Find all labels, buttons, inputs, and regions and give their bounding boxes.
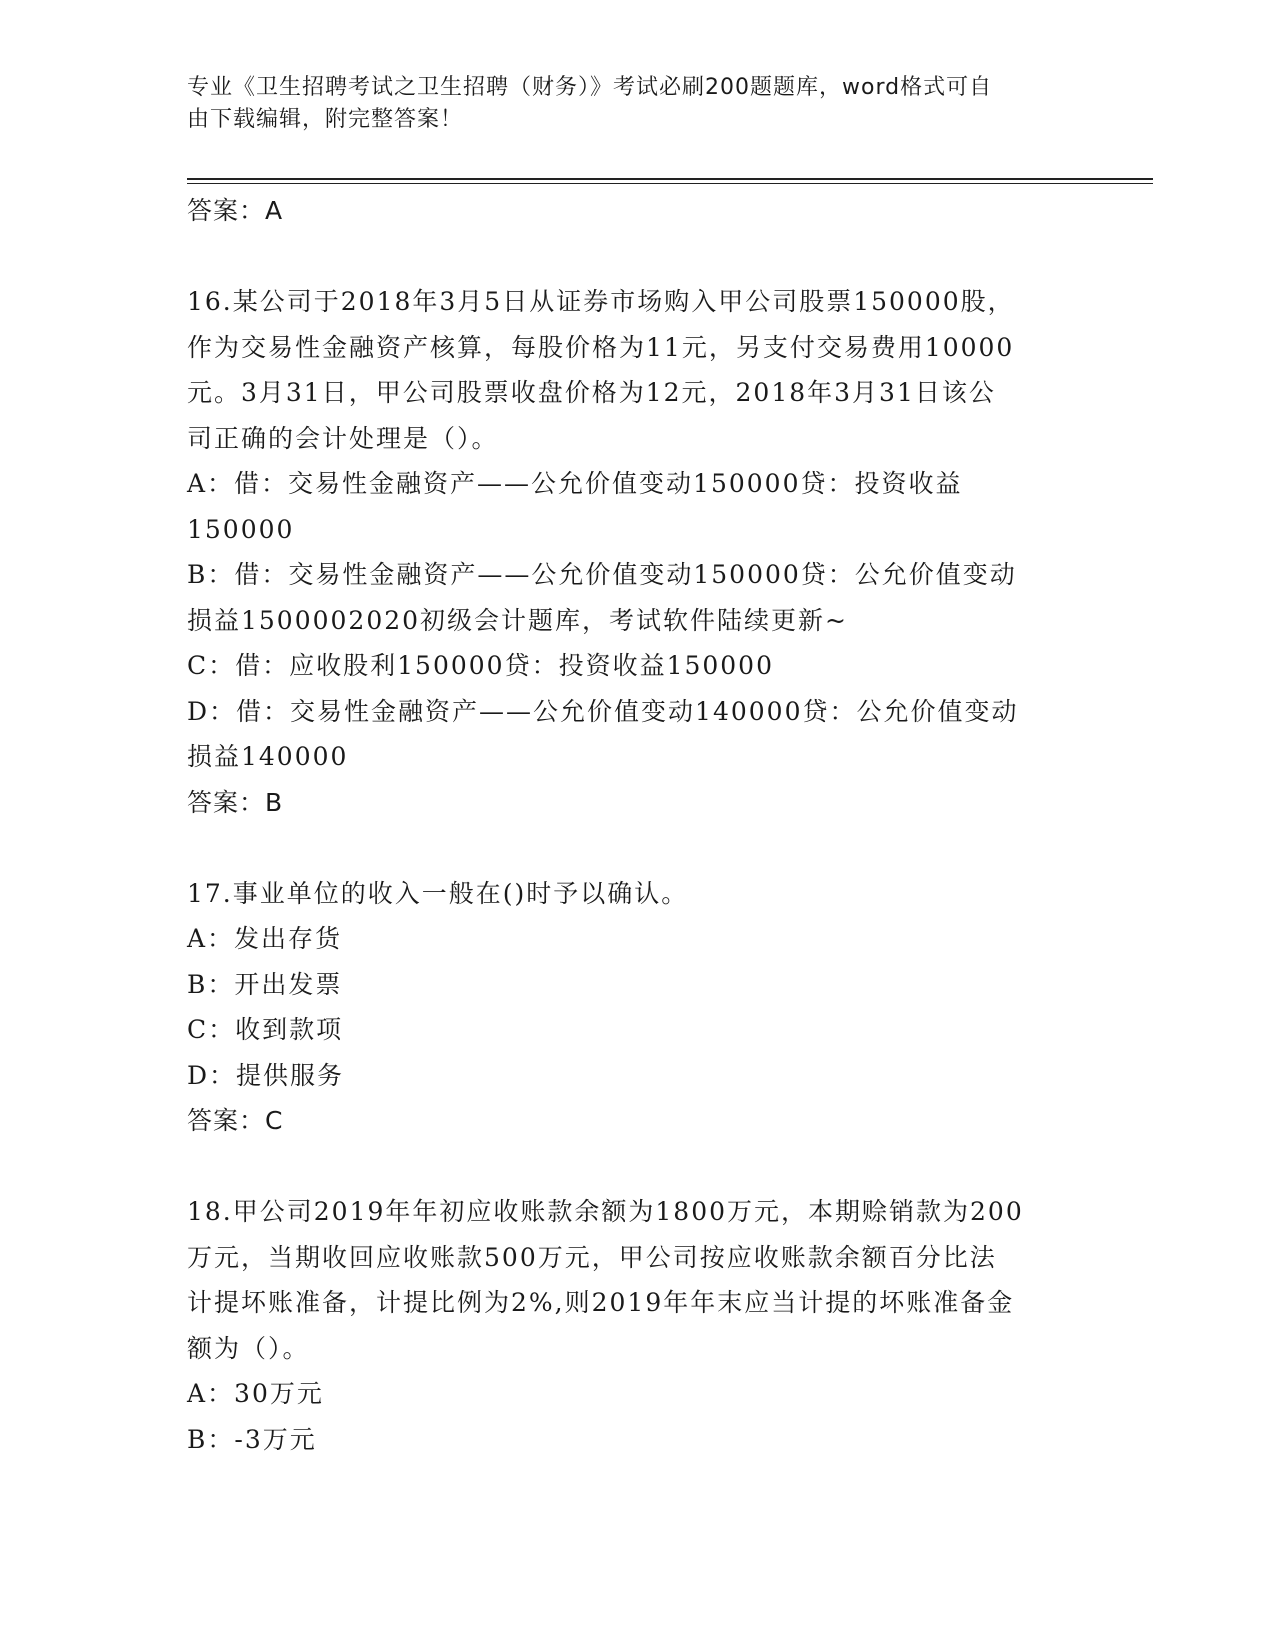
question-18-stem-line-1: 18.甲公司2019年年初应收账款余额为1800万元，本期赊销款为200 (187, 1197, 1024, 1226)
question-16-option-d: D：借：交易性金融资产——公允价值变动140000贷：公允价值变动 (187, 696, 1019, 726)
question-17-answer: 答案：C (187, 1106, 284, 1135)
spacer (187, 1144, 1087, 1189)
page-header (187, 72, 1067, 136)
question-16-stem-line-2: 作为交易性金融资产核算，每股价格为11元，另支付交易费用10000 (187, 332, 1015, 362)
question-18 (187, 1189, 1087, 1462)
question-16-option-a-cont: 150000 (187, 514, 295, 544)
question-18-option-b: B：-3万元 (187, 1424, 317, 1454)
question-16 (187, 279, 1087, 826)
question-16-stem-line-4: 司正确的会计处理是（）。 (187, 423, 499, 453)
question-16-option-d-cont: 损益140000 (187, 742, 349, 771)
question-18-stem-line-4: 额为（）。 (187, 1333, 310, 1363)
header-divider-thin (187, 183, 1153, 184)
header-line-2: 由下载编辑，附完整答案！ (187, 107, 464, 132)
question-18-stem-line-2: 万元，当期收回应收账款500万元，甲公司按应收账款余额百分比法 (187, 1242, 997, 1272)
question-17 (187, 871, 1087, 1145)
document-body (187, 188, 1087, 1462)
question-18-option-a: A：30万元 (187, 1379, 324, 1408)
spacer (187, 826, 1087, 871)
header-line-1: 专业《卫生招聘考试之卫生招聘（财务）》考试必刷200题题库，word格式可自 (187, 75, 993, 100)
question-16-option-b-cont: 损益1500002020初级会计题库，考试软件陆续更新~ (187, 605, 849, 635)
answer-previous: 答案：A (187, 196, 284, 225)
spacer (187, 234, 1087, 279)
question-17-option-b: B：开出发票 (187, 969, 343, 999)
question-16-option-a: A：借：交易性金融资产——公允价值变动150000贷：投资收益 (187, 469, 963, 498)
question-16-option-b: B：借：交易性金融资产——公允价值变动150000贷：公允价值变动 (187, 560, 1017, 589)
question-17-option-c: C：收到款项 (187, 1015, 344, 1044)
question-18-stem-line-3: 计提坏账准备，计提比例为2%,则2019年年末应当计提的坏账准备金 (187, 1288, 1015, 1317)
question-16-answer: 答案：B (187, 787, 284, 817)
question-16-option-c: C：借：应收股利150000贷：投资收益150000 (187, 651, 774, 680)
question-17-stem-line-1: 17.事业单位的收入一般在()时予以确认。 (187, 878, 689, 908)
question-16-stem-line-1: 16.某公司于2018年3月5日从证券市场购入甲公司股票150000股， (187, 287, 1015, 316)
header-divider-thick (187, 178, 1153, 180)
question-17-option-d: D：提供服务 (187, 1060, 345, 1090)
question-17-option-a: A：发出存货 (187, 924, 343, 953)
question-16-stem-line-3: 元。3月31日，甲公司股票收盘价格为12元，2018年3月31日该公 (187, 378, 996, 407)
